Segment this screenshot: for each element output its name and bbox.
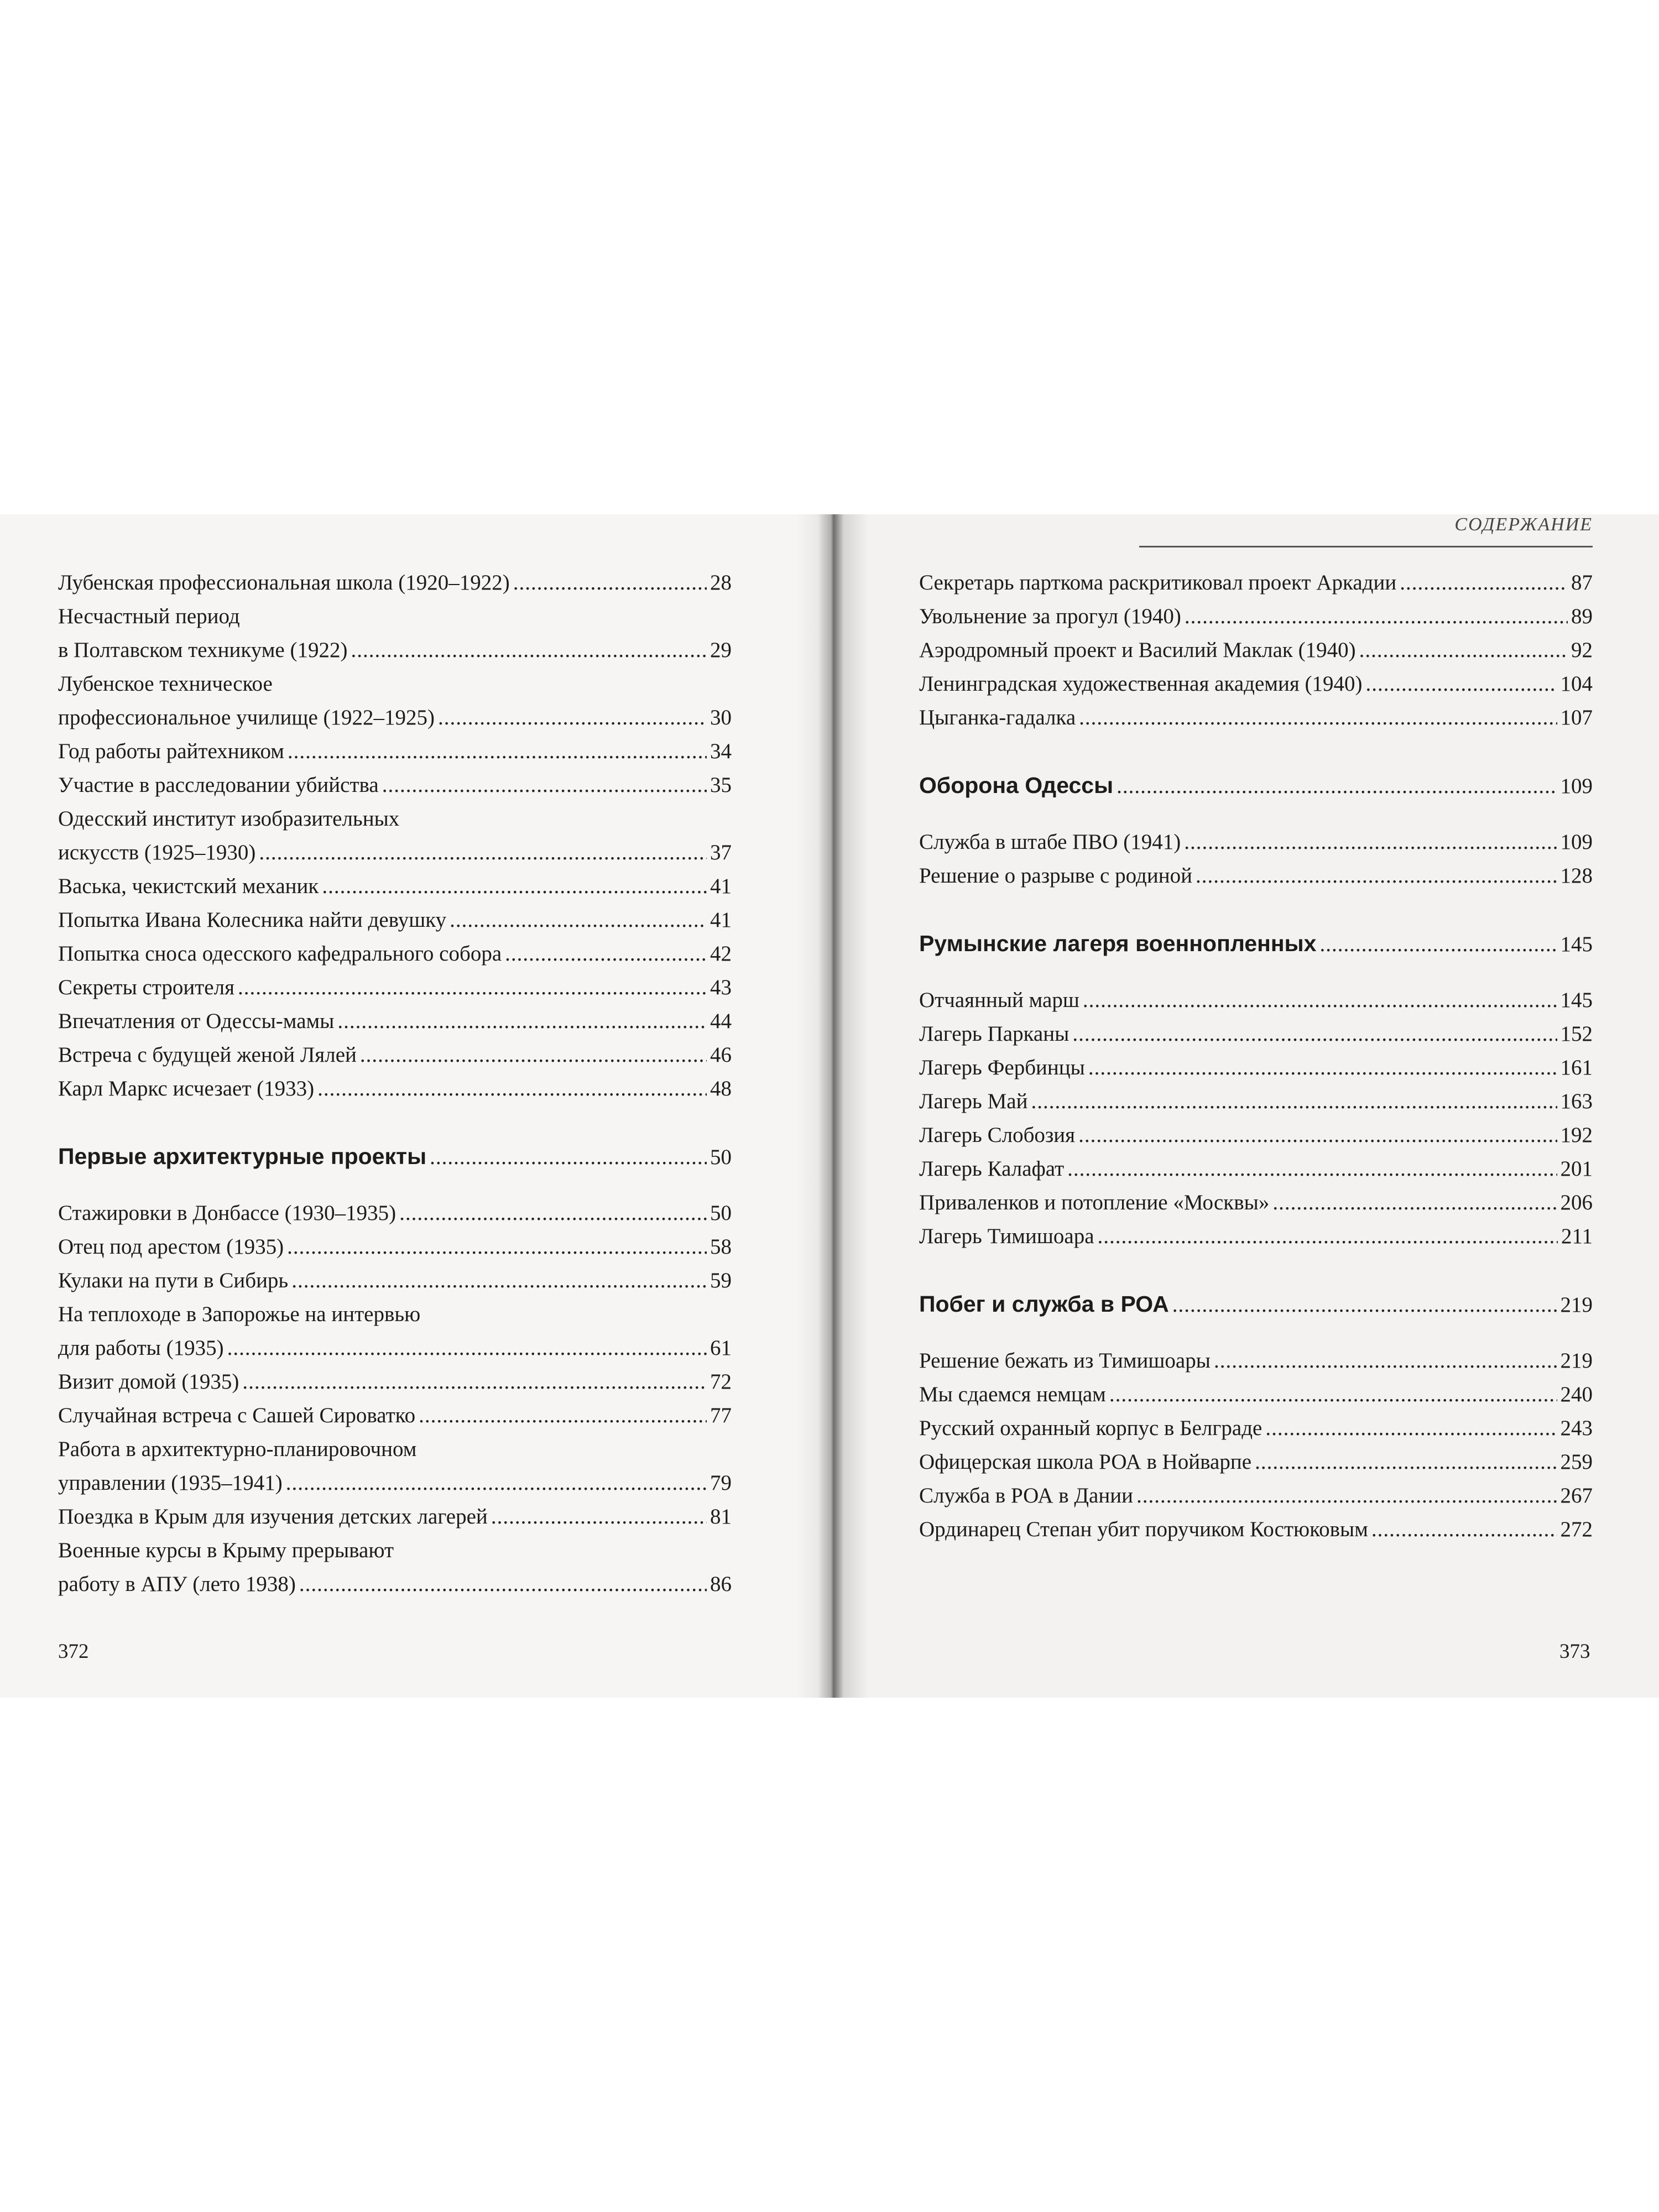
dot-leader bbox=[242, 1365, 707, 1399]
entry-page-number: 109 bbox=[1560, 774, 1593, 798]
entry-title: Увольнение за прогул (1940) bbox=[919, 604, 1181, 628]
dot-leader bbox=[1184, 825, 1557, 859]
entry-title: Секреты строителя bbox=[58, 975, 235, 999]
dot-leader bbox=[238, 971, 707, 1004]
running-head bbox=[1139, 514, 1593, 547]
entry-title: Отец под арестом (1935) bbox=[58, 1235, 284, 1259]
entry-page-number: 152 bbox=[1560, 1022, 1593, 1046]
toc-entry-line: Военные курсы в Крыму прерывают bbox=[58, 1538, 394, 1562]
entry-title: работу в АПУ (лето 1938) bbox=[58, 1572, 296, 1596]
entry-title: Впечатления от Одессы-мамы bbox=[58, 1009, 335, 1033]
entry-title: Кулаки на пути в Сибирь bbox=[58, 1269, 289, 1292]
entry-page-number: 48 bbox=[710, 1077, 732, 1100]
toc-entry-line: Одесский институт изобразительных bbox=[58, 807, 400, 831]
entry-page-number: 267 bbox=[1560, 1484, 1593, 1507]
toc-entry bbox=[919, 1219, 1593, 1253]
dot-leader bbox=[1172, 1288, 1557, 1322]
entry-page-number: 34 bbox=[710, 739, 732, 763]
toc-entry bbox=[919, 1344, 1593, 1378]
entry-title: Участие в расследовании убийства bbox=[58, 773, 379, 797]
toc-entry bbox=[919, 1445, 1593, 1479]
dot-leader bbox=[1088, 1051, 1557, 1084]
toc-entry bbox=[58, 1038, 732, 1072]
entry-page-number: 240 bbox=[1560, 1383, 1593, 1406]
dot-leader bbox=[351, 633, 707, 667]
entry-page-number: 161 bbox=[1560, 1056, 1593, 1079]
toc-entry bbox=[58, 971, 732, 1004]
entry-page-number: 58 bbox=[710, 1235, 732, 1259]
entry-page-number: 211 bbox=[1561, 1224, 1593, 1248]
entry-title: Карл Маркс исчезает (1933) bbox=[58, 1077, 315, 1100]
dot-leader bbox=[286, 1466, 707, 1500]
entry-page-number: 81 bbox=[710, 1505, 732, 1528]
toc-entry bbox=[58, 903, 732, 937]
dot-leader bbox=[1067, 1152, 1557, 1186]
section-spacer bbox=[919, 1322, 1593, 1344]
entry-title: Год работы райтехником bbox=[58, 739, 284, 763]
entry-page-number: 104 bbox=[1560, 672, 1593, 696]
toc-entry bbox=[58, 701, 732, 734]
entry-page-number: 145 bbox=[1560, 988, 1593, 1012]
section-spacer bbox=[58, 1174, 732, 1196]
dot-leader bbox=[382, 768, 707, 802]
dot-leader bbox=[288, 734, 707, 768]
dot-leader bbox=[1359, 633, 1568, 667]
toc-entry bbox=[919, 1512, 1593, 1546]
entry-page-number: 219 bbox=[1560, 1293, 1593, 1317]
toc-entry bbox=[919, 1084, 1593, 1118]
dot-leader bbox=[1319, 927, 1557, 961]
dot-leader bbox=[337, 1004, 707, 1038]
toc-entry bbox=[919, 983, 1593, 1017]
dot-leader bbox=[450, 903, 707, 937]
dot-leader bbox=[1098, 1219, 1558, 1253]
toc-entry bbox=[58, 1567, 732, 1601]
toc-entry bbox=[919, 667, 1593, 701]
entry-title: Лагерь Парканы bbox=[919, 1022, 1070, 1046]
entry-page-number: 35 bbox=[710, 773, 732, 797]
toc-entry bbox=[58, 633, 732, 667]
toc-entry-line: Несчастный период bbox=[58, 604, 240, 628]
toc-entry bbox=[919, 1479, 1593, 1512]
dot-leader bbox=[419, 1399, 707, 1432]
section-spacer bbox=[919, 1253, 1593, 1287]
entry-page-number: 41 bbox=[710, 908, 732, 932]
entry-title: Попытка сноса одесского кафедрального собора bbox=[58, 942, 502, 966]
section-title: Первые архитектурные проекты bbox=[58, 1144, 427, 1169]
dot-leader bbox=[1117, 769, 1557, 803]
toc-entry bbox=[58, 1230, 732, 1264]
entry-title: Визит домой (1935) bbox=[58, 1370, 239, 1394]
toc-entry bbox=[919, 825, 1593, 859]
toc-entry bbox=[919, 1017, 1593, 1051]
dot-leader bbox=[399, 1196, 707, 1230]
entry-page-number: 243 bbox=[1560, 1416, 1593, 1440]
dot-leader bbox=[1185, 599, 1568, 633]
toc-section-heading bbox=[919, 769, 1593, 803]
dot-leader bbox=[287, 1230, 707, 1264]
dot-leader bbox=[1400, 566, 1568, 599]
dot-leader bbox=[1255, 1445, 1557, 1479]
entry-page-number: 61 bbox=[710, 1336, 732, 1360]
toc-section-heading bbox=[919, 927, 1593, 961]
entry-page-number: 44 bbox=[710, 1009, 732, 1033]
dot-leader bbox=[1366, 667, 1557, 701]
section-spacer bbox=[919, 893, 1593, 927]
toc-entry bbox=[58, 1196, 732, 1230]
dot-leader bbox=[1265, 1411, 1557, 1445]
entry-page-number: 86 bbox=[710, 1572, 732, 1596]
left-page bbox=[0, 514, 821, 1698]
running-head-text: СОДЕРЖАНИЕ bbox=[1454, 514, 1593, 535]
toc-entry bbox=[58, 1500, 732, 1533]
section-spacer bbox=[58, 1105, 732, 1140]
section-title: Румынские лагеря военнопленных bbox=[919, 931, 1317, 956]
toc-entry bbox=[58, 1072, 732, 1105]
entry-page-number: 79 bbox=[710, 1471, 732, 1495]
entry-title: Служба в штабе ПВО (1941) bbox=[919, 830, 1181, 854]
toc-entry bbox=[919, 1411, 1593, 1445]
entry-title: Лагерь Май bbox=[919, 1089, 1028, 1113]
dot-leader bbox=[259, 836, 707, 869]
entry-page-number: 77 bbox=[710, 1404, 732, 1427]
entry-title: Поездка в Крым для изучения детских лагерей bbox=[58, 1505, 488, 1528]
dot-leader bbox=[1031, 1084, 1557, 1118]
toc-entry bbox=[919, 1118, 1593, 1152]
entry-page-number: 92 bbox=[1571, 638, 1593, 662]
toc-entry bbox=[58, 566, 732, 599]
entry-page-number: 89 bbox=[1571, 604, 1593, 628]
toc-entry bbox=[919, 599, 1593, 633]
dot-leader bbox=[1109, 1378, 1557, 1411]
entry-page-number: 107 bbox=[1560, 706, 1593, 729]
toc-entry bbox=[58, 1365, 732, 1399]
entry-title: Лагерь Фербинцы bbox=[919, 1056, 1085, 1079]
toc-entry bbox=[919, 1186, 1593, 1219]
toc-entry bbox=[919, 566, 1593, 599]
toc-entry bbox=[58, 869, 732, 903]
entry-page-number: 37 bbox=[710, 841, 732, 864]
entry-page-number: 30 bbox=[710, 706, 732, 729]
toc-entry bbox=[58, 1466, 732, 1500]
dot-leader bbox=[227, 1331, 707, 1365]
entry-page-number: 145 bbox=[1560, 932, 1593, 956]
entry-page-number: 109 bbox=[1560, 830, 1593, 854]
dot-leader bbox=[1078, 1118, 1557, 1152]
entry-title: для работы (1935) bbox=[58, 1336, 224, 1360]
dot-leader bbox=[1214, 1344, 1557, 1378]
toc-entry-line: Работа в архитектурно-планировочном bbox=[58, 1437, 417, 1461]
entry-page-number: 59 bbox=[710, 1269, 732, 1292]
dot-leader bbox=[1072, 1017, 1557, 1051]
entry-title: Лубенская профессиональная школа (1920–1922) bbox=[58, 571, 510, 594]
left-page-number: 372 bbox=[58, 1640, 89, 1663]
entry-page-number: 272 bbox=[1560, 1517, 1593, 1541]
dot-leader bbox=[291, 1264, 707, 1297]
section-spacer bbox=[919, 734, 1593, 769]
entry-title: искусств (1925–1930) bbox=[58, 841, 256, 864]
right-page-number: 373 bbox=[1559, 1640, 1590, 1663]
entry-title: Лагерь Тимишоара bbox=[919, 1224, 1094, 1248]
dot-leader bbox=[513, 566, 707, 599]
entry-title: Мы сдаемся немцам bbox=[919, 1383, 1106, 1406]
section-title: Оборона Одессы bbox=[919, 773, 1114, 798]
entry-page-number: 163 bbox=[1560, 1089, 1593, 1113]
toc-entry-line: На теплоходе в Запорожье на интервью bbox=[58, 1302, 421, 1326]
toc-entry bbox=[58, 937, 732, 971]
entry-title: Лагерь Калафат bbox=[919, 1157, 1065, 1181]
entry-page-number: 50 bbox=[710, 1145, 732, 1169]
entry-title: Секретарь парткома раскритиковал проект Аркадии bbox=[919, 571, 1397, 594]
dot-leader bbox=[430, 1140, 707, 1174]
entry-title: Решение бежать из Тимишоары bbox=[919, 1349, 1211, 1373]
book-spread bbox=[0, 514, 1659, 1698]
toc-entry bbox=[919, 1051, 1593, 1084]
left-toc-column bbox=[58, 566, 732, 1601]
entry-page-number: 41 bbox=[710, 874, 732, 898]
dot-leader bbox=[322, 869, 707, 903]
running-head-rule bbox=[1139, 546, 1593, 547]
entry-page-number: 29 bbox=[710, 638, 732, 662]
toc-entry bbox=[919, 1378, 1593, 1411]
dot-leader bbox=[299, 1567, 707, 1601]
toc-entry bbox=[919, 859, 1593, 893]
dot-leader bbox=[317, 1072, 707, 1105]
toc-section-heading bbox=[58, 1140, 732, 1174]
entry-title: в Полтавском техникуме (1922) bbox=[58, 638, 348, 662]
dot-leader bbox=[360, 1038, 707, 1072]
toc-entry bbox=[58, 836, 732, 869]
entry-page-number: 128 bbox=[1560, 864, 1593, 888]
entry-title: Ленинградская художественная академия (1940) bbox=[919, 672, 1363, 696]
entry-page-number: 43 bbox=[710, 975, 732, 999]
dot-leader bbox=[505, 937, 707, 971]
entry-title: Приваленков и потопление «Москвы» bbox=[919, 1191, 1270, 1214]
dot-leader bbox=[1079, 701, 1557, 734]
entry-page-number: 87 bbox=[1571, 571, 1593, 594]
entry-title: Попытка Ивана Колесника найти девушку bbox=[58, 908, 447, 932]
entry-title: Аэродромный проект и Василий Маклак (1940) bbox=[919, 638, 1356, 662]
dot-leader bbox=[491, 1500, 707, 1533]
gutter-shadow bbox=[796, 514, 868, 1698]
entry-title: Встреча с будущей женой Лялей bbox=[58, 1043, 357, 1067]
dot-leader bbox=[1136, 1479, 1557, 1512]
toc-entry bbox=[919, 701, 1593, 734]
entry-page-number: 72 bbox=[710, 1370, 732, 1394]
dot-leader bbox=[1083, 983, 1557, 1017]
entry-page-number: 28 bbox=[710, 571, 732, 594]
section-title: Побег и служба в РОА bbox=[919, 1291, 1169, 1317]
entry-page-number: 42 bbox=[710, 942, 732, 966]
dot-leader bbox=[438, 701, 707, 734]
entry-title: Русский охранный корпус в Белграде bbox=[919, 1416, 1262, 1440]
entry-page-number: 201 bbox=[1560, 1157, 1593, 1181]
entry-page-number: 219 bbox=[1560, 1349, 1593, 1373]
entry-page-number: 259 bbox=[1560, 1450, 1593, 1474]
dot-leader bbox=[1196, 859, 1557, 893]
entry-title: управлении (1935–1941) bbox=[58, 1471, 283, 1495]
entry-page-number: 192 bbox=[1560, 1123, 1593, 1147]
toc-section-heading bbox=[919, 1287, 1593, 1322]
entry-title: Решение о разрыве с родиной bbox=[919, 864, 1192, 888]
entry-title: Офицерская школа РОА в Нойварпе bbox=[919, 1450, 1252, 1474]
toc-entry bbox=[58, 1004, 732, 1038]
dot-leader bbox=[1272, 1186, 1557, 1219]
dot-leader bbox=[1371, 1512, 1557, 1546]
entry-page-number: 46 bbox=[710, 1043, 732, 1067]
toc-entry bbox=[58, 734, 732, 768]
entry-title: Васька, чекистский механик bbox=[58, 874, 319, 898]
section-spacer bbox=[919, 803, 1593, 825]
toc-entry bbox=[58, 1399, 732, 1432]
entry-title: Случайная встреча с Сашей Сироватко bbox=[58, 1404, 416, 1427]
toc-entry-line: Лубенское техническое bbox=[58, 672, 273, 696]
toc-entry bbox=[58, 1331, 732, 1365]
entry-title: Служба в РОА в Дании bbox=[919, 1484, 1133, 1507]
entry-page-number: 206 bbox=[1560, 1191, 1593, 1214]
right-toc-column bbox=[919, 566, 1593, 1546]
toc-entry bbox=[919, 633, 1593, 667]
toc-entry bbox=[58, 1264, 732, 1297]
section-spacer bbox=[919, 961, 1593, 983]
entry-title: Стажировки в Донбассе (1930–1935) bbox=[58, 1201, 397, 1225]
entry-title: Лагерь Слобозия bbox=[919, 1123, 1076, 1147]
toc-entry bbox=[58, 768, 732, 802]
entry-title: Ординарец Степан убит поручиком Костюковым bbox=[919, 1517, 1368, 1541]
entry-title: Цыганка-гадалка bbox=[919, 706, 1076, 729]
entry-page-number: 50 bbox=[710, 1201, 732, 1225]
entry-title: профессиональное училище (1922–1925) bbox=[58, 706, 435, 729]
toc-entry bbox=[919, 1152, 1593, 1186]
entry-title: Отчаянный марш bbox=[919, 988, 1079, 1012]
